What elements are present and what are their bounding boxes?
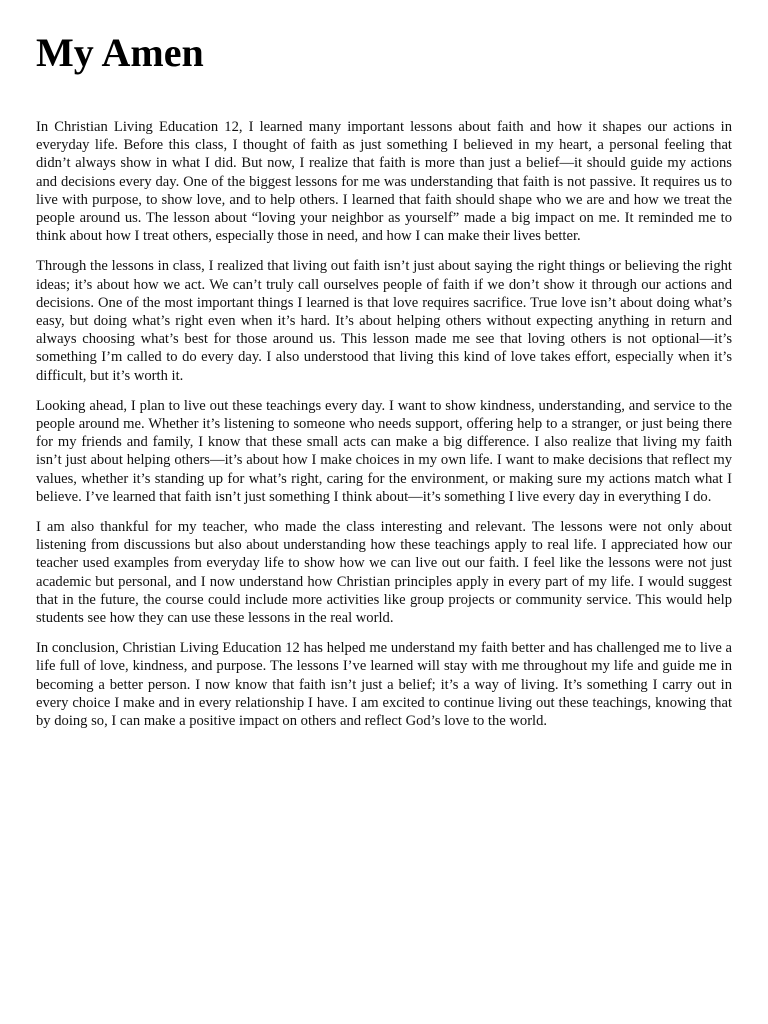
document-page: [36, 0, 732, 742]
paragraph-conclusion: In conclusion, Christian Living Education 12 has helped me understand my faith better and has challenged me to live a life full of love, kindness, and purpose. The lessons I’ve learned will stay with me throughout my life and guide me in becoming a better person. I now know that faith isn’t just a belief; it’s a way of living. It’s something I carry out in every choice I make and in every relationship I have. I am excited to continue living out these teachings, knowing that by doing so, I can make a positive impact on others and reflect God’s love to the world.: [36, 640, 732, 730]
document-title: My Amen: [36, 30, 204, 75]
paragraph-lessons: Through the lessons in class, I realized that living out faith isn’t just about saying the right things or believing the right ideas; it’s about how we act. We can’t truly call ourselves people of faith if we don’t show it through our actions and decisions. One of the most important things I learned is that love requires sacrifice. True love isn’t about doing what’s easy, but doing what’s right even when it’s hard. It’s about helping others without expecting anything in return and always choosing what’s best for those around us. This lesson made me see that loving others is not optional—it’s something I’m called to do every day. I also understood that living this kind of love takes effort, especially when it’s difficult, but it’s worth it.: [36, 258, 732, 384]
paragraph-teacher: I am also thankful for my teacher, who made the class interesting and relevant. The lessons were not only about listening from discussions but also about understanding how these teachings apply to real life. I appreciated how our teacher used examples from everyday life to show how we can live out our faith. I feel like the lessons were not just academic but personal, and I now understand how Christian principles apply in every part of my life. I would suggest that in the future, the course could include more activities like group projects or community service. This would help students see how they can use these lessons in the real world.: [36, 519, 732, 627]
paragraph-looking-ahead: Looking ahead, I plan to live out these teachings every day. I want to show kindness, understanding, and service to the people around me. Whether it’s listening to someone who needs support, offering help to a stranger, or just being there for my friends and family, I know that these small acts can make a big difference. I also realize that living my faith isn’t just about helping others—it’s about how I make choices in my own life. I want to make decisions that reflect my values, whether it’s standing up for what’s right, caring for the environment, or making sure my actions match what I believe. I’ve learned that faith isn’t just something I think about—it’s something I live every day in everything I do.: [36, 397, 732, 505]
document-body: [36, 118, 732, 730]
paragraph-intro: In Christian Living Education 12, I learned many important lessons about faith and how it shapes our actions in everyday life. Before this class, I thought of faith as just something I believed in my heart, a personal feeling that didn’t always show in what I did. But now, I realize that faith is more than just a belief—it should guide my actions and decisions every day. One of the biggest lessons for me was understanding that faith is not passive. It requires us to live with purpose, to show love, and to help others. I learned that faith should shape who we are and how we treat the people around us. The lesson about “loving your neighbor as yourself” made a big impact on me. It reminded me to think about how I treat others, especially those in need, and how I can make their lives better.: [36, 119, 732, 245]
